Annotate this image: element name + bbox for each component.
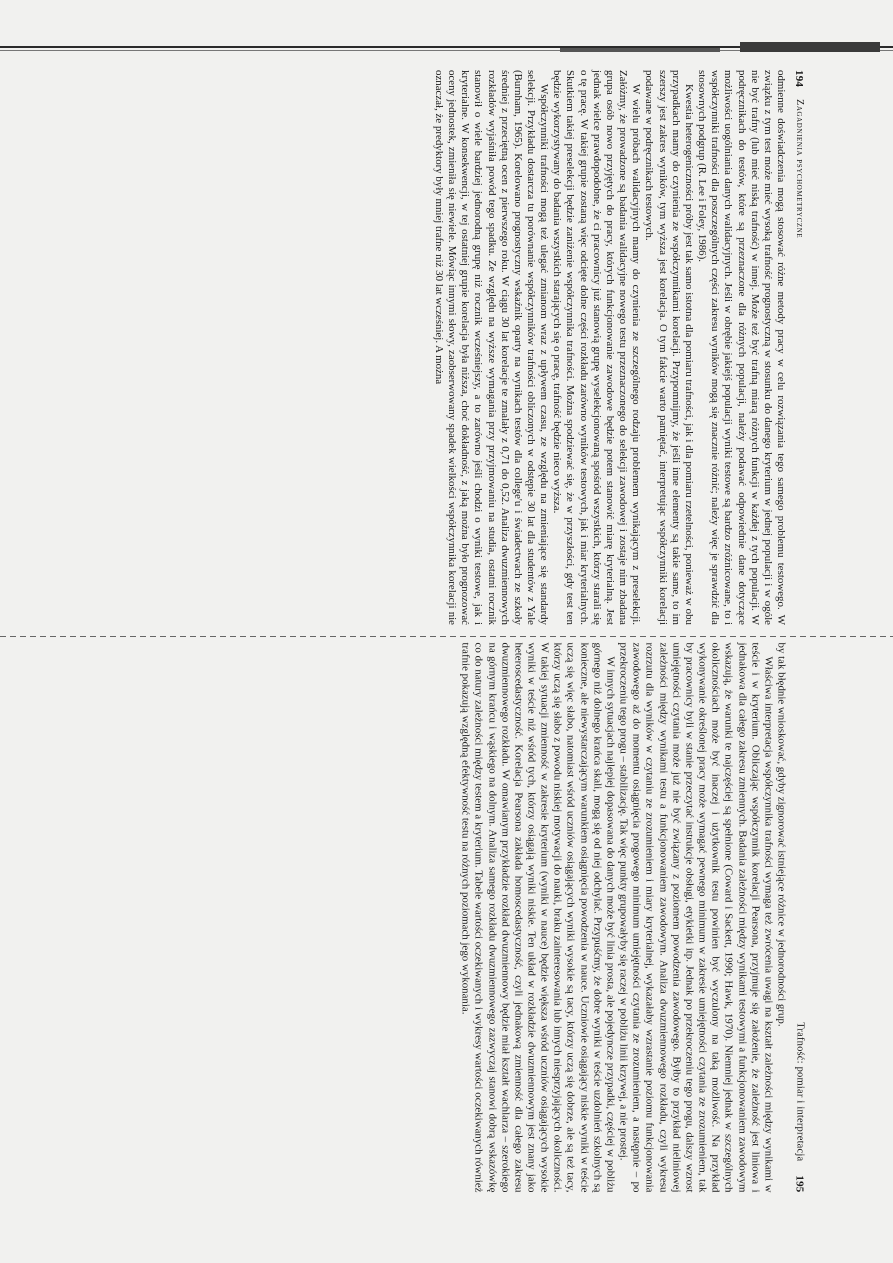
page-body — [458, 642, 787, 1192]
paragraph: Kwestia heterogeniczności próby jest tak samo istotna dla pomiaru trafności, jak i dla pomiaru rzetelności, ponieważ w obu przypadkach mamy do czynienia ze współczynnikami korelacji. Przypomnijmy, że jeśli inne elementy są takie same, to im szerszy jest zakres wyników, tym wyższa jest korelacja. O tym fakcie warto pamiętać, interpretując współczynniki korelacji podawane w podręcznikach testowych. — [643, 70, 695, 625]
page-number: 194 — [793, 70, 805, 88]
page-number: 195 — [793, 1174, 805, 1192]
page-fold-line — [0, 636, 893, 637]
book-page-left — [88, 70, 805, 625]
paragraph: Właściwa interpretacja współczynnika trafności wymaga też zwrócenia uwagi na kształt zależności między wynikami w teście i w kryterium. Obliczając współczynnik korelacji Pearsona, przyjmuje się założenie, że zależność jest liniowa i jednakowa dla całego zakresu zmiennych. Badania zależności między wynikami testowymi a funkcjonowaniem zawodowym wskazują, że warunki te najczęściej są spełnione (Coward i Sackett, 1990; Hawk, 1970). Niemniej jednak w szczególnych okolicznościach może być inaczej i użytkownik testu powinien być wyczulony na taką możliwość. Na przykład wykonywanie określonej pracy może wymagać pewnego minimum w zakresie umiejętności czytania ze zrozumieniem, tak by pracownicy byli w stanie przeczytać instrukcje obsługi, etykietki itp. Jednak po przekroczeniu tego progu, dalszy wzrost umiejętności czytania może już nie być związany z poziomem powodzenia zawodowego. Byłby to przykład nieliniowej zależności między wynikami testu a funkcjonowaniem zawodowym. Analiza dwuzmiennowego rozkładu, czyli wykresu rozrzutu dla wyników w czytaniu ze zrozumieniem i miary kryterialnej, wykazałaby wzrastanie poziomu funkcjonowania zawodowego aż do momentu osiągnięcia progowego minimum umiejętności czytania ze zrozumieniem, a następnie – po przekroczeniu tego progu – stabilizację. Tak więc punkty grupowałyby się raczej w pobliżu linii krzywej, a nie prostej. — [617, 642, 774, 1192]
scan-artifact — [740, 42, 880, 52]
paragraph: Współczynniki trafności mogą też ulegać zmianom wraz z upływem czasu, ze względu na zmieniające się standardy selekcji. Przykładu dostarcza tu porównanie współczynników trafności obliczonych w odstępie 30 lat dla studentów z Yale (Burnham, 1965). Korelowano prognostyczny wskaźnik oparty na wynikach testów dla college'u i świadectwach ze szkoły średniej z przeciętną ocen z pierwszego roku. W ciągu 30 lat korelacje te zmalały z 0,71 do 0,52. Analiza dwuzmiennowych rozkładów wyjaśniła powód tego spadku. Ze względu na wyższe wymagania przy przyjmowaniu na studia, ostatni rocznik stanowił o wiele bardziej jednorodną grupę niż rocznik wcześniejszy, a to zarówno jeśli chodzi o wyniki testowe, jak i kryterialne. W konsekwencji, w tej ostatniej grupie korelacja była niższa, choć dokładność, z jaką można było prognozować oceny jednostek, zmieniła się niewiele. Mówiąc innymi słowy, zaobserwowany spadek wielkości współczynnika korelacji nie oznaczał, że predyktory były mniej trafne niż 30 lat wcześniej. A można — [432, 70, 551, 625]
running-head-title: Trafność: pomiar i interpretacja — [794, 1021, 805, 1161]
running-head — [793, 70, 805, 625]
paragraph: odmienne doświadczenia mogą stosować różne metody pracy w celu rozwiązania tego samego problemu testowego. W związku z tym test może mieć wysoką trafność prognostyczną w stosunku do danego kryterium w jednej populacji i w ogóle nie być trafny (lub mieć niską trafność) w innej. Może też być trafną miarą różnych funkcji w każdej z tych populacji. W podręcznikach do testów, które są przeznaczone dla różnych populacji, należy podawać odpowiednie dane dotyczące możliwości uogólniania danych walidacyjnych. Jeśli w obrębie jakiejś populacji wyniki testowe są bardzo zróżnicowane, to i współczynniki trafności dla poszczególnych części zakresu wyników mogą się znacznie różnić; należy więc je sprawdzić dla stosownych podgrup (R. Lee i Foley, 1986). — [696, 70, 787, 625]
running-head — [793, 642, 805, 1192]
book-page-right — [88, 642, 805, 1192]
paragraph: W innych sytuacjach najlepiej dopasowana do danych może być linia prosta, ale pojedyncze przypadki, częściej w pobliżu górnego niż dolnego krańca skali, mogą się od niej odchylać. Przypuśćmy, że dobre wyniki w teście uzdolnień szkolnych są konieczne, ale niewystarczającym warunkiem osiągnięcia powodzenia w nauce. Uczniowie osiągający niskie wyniki w teście uczą się więc słabo, natomiast wśród uczniów osiągających wyniki wysokie są tacy, którzy uczą się dobrze, ale są też tacy, którzy uczą się słabo z powodu niskiej motywacji do nauki, braku zainteresowania lub innych niesprzyjających okoliczności. W takiej sytuacji zmienność w zakresie kryterium (wyniki w nauce) będzie większa wśród uczniów osiągających wysokie wyniki w teście niż wśród tych, którzy osiągają wyniki niskie. Ten układ w rozkładzie dwuzmiennowym jest znany jako heteroscedastyczność. Korelacja Pearsona zakłada homoscedastyczność, czyli jednakową zmienność dla całego zakresu dwuzmiennowego rozkładu. W omawianym przykładzie rozkład dwuzmiennowy będzie miał kształt wachlarza – szerokiego na górnym krańcu i wąskiego na dolnym. Analiza samego rozkładu dwuzmiennowego zazwyczaj stanowi dobrą wskazówkę co do natury zależności między testem a kryterium. Tabele wartości oczekiwanych i wykresy wartości oczekiwanych również trafnie pokazują względną efektywność testu na różnych poziomach jego wykonania. — [459, 642, 616, 1192]
page-body — [432, 70, 787, 625]
paragraph: W wielu próbach walidacyjnych mamy do czynienia ze szczególnego rodzaju problemem wynikającym z preselekcji. Załóżmy, że prowadzone są badania walidacyjne nowego testu przeznaczonego do selekcji zawodowej i zostaje nim zbadana grupa osób nowo przyjętych do pracy, których funkcjonowanie zawodowe będzie potem stanowić miarę kryterialną. Jest jednak wielce prawdopodobne, że ci pracownicy już stanowią grupę wyselekcjonowaną spośród wszystkich, którzy starali się o tę pracę. W takiej grupie zostaną więc odcięte dolne części rozkładu zarówno wyników testowych, jak i miar kryterialnych. Skutkiem takiej preselekcji będzie zaniżenie współczynnika trafności. Można spodziewać się, że w przyszłości, gdy test ten będzie wykorzystywany do badania wszystkich starających się o pracę, trafność będzie nieco wyższa. — [551, 70, 643, 625]
paragraph: by tak błędnie wnioskować, gdyby zignorować istniejące różnice w jednorodności grup. — [775, 642, 787, 1027]
scan-artifact — [560, 48, 720, 52]
running-head-title: Zagadnienia psychometryczne — [794, 99, 805, 239]
scanner-edge — [0, 40, 893, 62]
